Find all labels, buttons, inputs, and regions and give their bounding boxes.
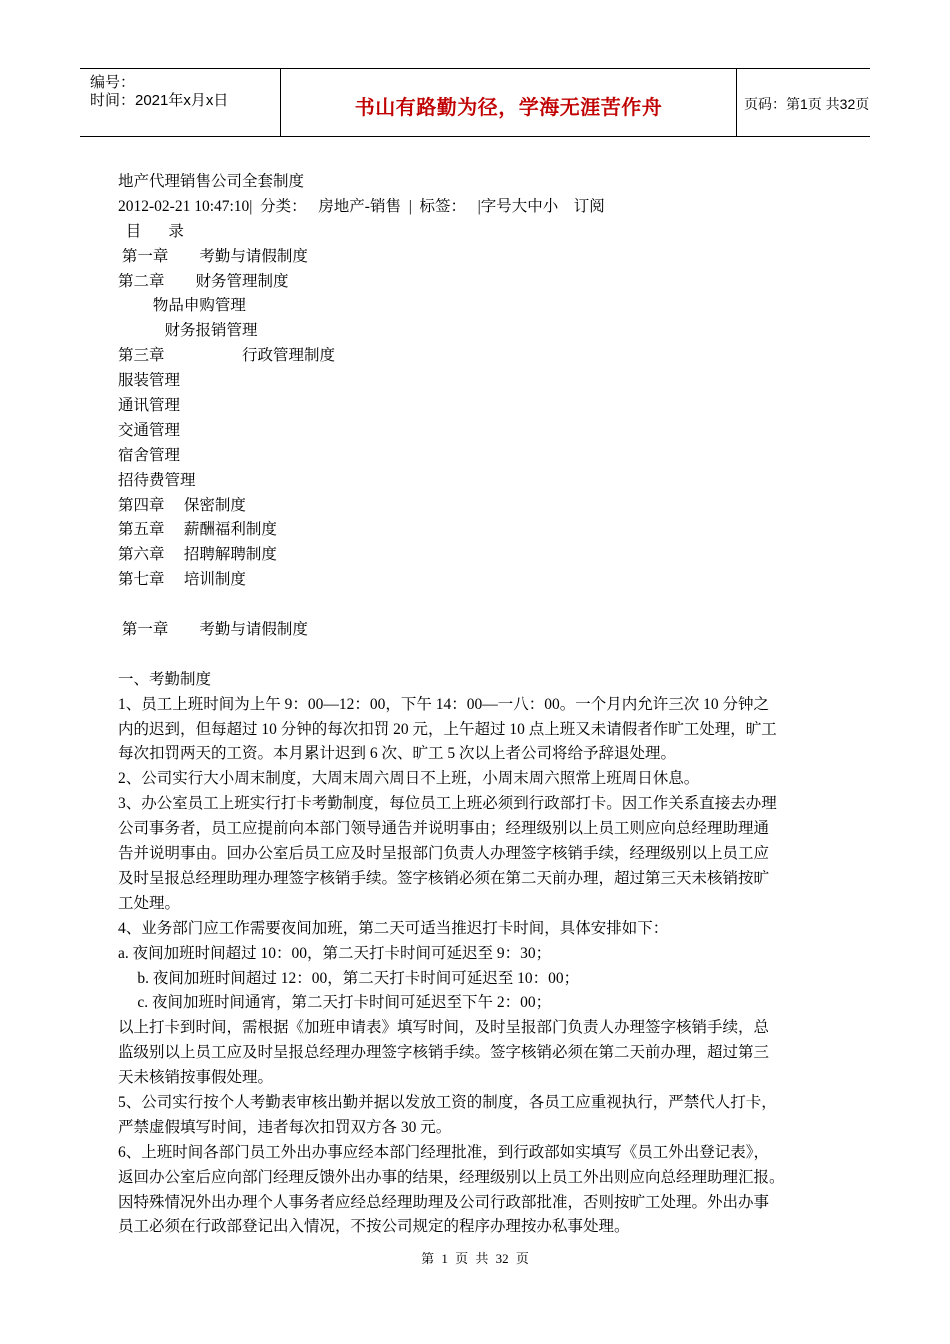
text-line: b. 夜间加班时间超过 12：00，第二天打卡时间可延迟至 10：00； bbox=[118, 969, 580, 987]
text-line: 告并说明事由。回办公室后员工应及时呈报部门负责人办理签字核销手续，经理级别以上员工应 bbox=[118, 845, 770, 863]
spacer bbox=[118, 593, 838, 618]
toc-entry: 物品申购管理 bbox=[118, 297, 246, 315]
toc-entry: 招待费管理 bbox=[118, 471, 196, 489]
toc-entry: 第五章 薪酬福利制度 bbox=[118, 521, 277, 539]
text-line: 严禁虚假填写时间，违者每次扣罚双方各 30 元。 bbox=[118, 1118, 452, 1136]
text-line: 及时呈报总经理助理办理签字核销手续。签字核销必须在第二天前办理，超过第三天未核销按旷 bbox=[118, 869, 770, 887]
chapter-1-text bbox=[118, 668, 838, 1240]
article-meta: 2012-02-21 10:47:10| 分类： 房地产-销售 | 标签： |字号大中小 订阅 bbox=[118, 197, 605, 215]
text-line: 3、办公室员工上班实行打卡考勤制度，每位员工上班必须到行政部打卡。因工作关系直接去办理 bbox=[118, 795, 777, 813]
toc-entry: 第六章 招聘解聘制度 bbox=[118, 546, 277, 564]
document-header bbox=[80, 68, 870, 137]
text-line: 员工必须在行政部登记出入情况，不按公司规定的程序办理按办私事处理。 bbox=[118, 1218, 630, 1236]
text-line: 1、员工上班时间为上午 9：00—12：00，下午 14：00—一八：00。一个月内允许三次 10 分钟之 bbox=[118, 695, 770, 713]
article-title: 地产代理销售公司全套制度 bbox=[118, 173, 305, 190]
toc-entry: 第四章 保密制度 bbox=[118, 496, 246, 514]
toc-entry: 通讯管理 bbox=[118, 397, 181, 415]
time-label: 时间：2021年x月x日 bbox=[90, 92, 229, 109]
page-label: 页码：第1页 共32页 bbox=[744, 96, 870, 112]
text-line: 工处理。 bbox=[118, 894, 181, 912]
toc-entry: 第一章 考勤与请假制度 bbox=[118, 247, 308, 265]
document-body bbox=[118, 170, 838, 1240]
text-line: 一、考勤制度 bbox=[118, 670, 212, 688]
motto-text: 书山有路勤为径，学海无涯苦作舟 bbox=[354, 95, 663, 119]
header-info-cell bbox=[80, 69, 280, 136]
page-footer: 第 1 页 共 32 页 bbox=[421, 1251, 529, 1266]
text-line: a. 夜间加班时间超过 10：00，第二天打卡时间可延迟至 9：30； bbox=[118, 944, 552, 962]
table-of-contents bbox=[118, 245, 838, 593]
toc-entry: 交通管理 bbox=[118, 421, 181, 439]
text-line: 内的迟到，但每超过 10 分钟的每次扣罚 20 元，上午超过 10 点上班又未请假者作旷工处理，旷工 bbox=[118, 720, 777, 738]
chapter-1-heading: 第一章 考勤与请假制度 bbox=[118, 621, 308, 639]
toc-entry: 第七章 培训制度 bbox=[118, 571, 246, 589]
header-page-cell bbox=[736, 69, 870, 136]
toc-entry: 财务报销管理 bbox=[118, 322, 258, 340]
text-line: 监级别以上员工应及时呈报总经理办理签字核销手续。签字核销必须在第二天前办理，超过第三 bbox=[118, 1044, 770, 1062]
text-line: 因特殊情况外出办理个人事务者应经总经理助理及公司行政部批准，否则按旷工处理。外出办事 bbox=[118, 1193, 770, 1211]
text-line: 5、公司实行按个人考勤表审核出勤并据以发放工资的制度，各员工应重视执行，严禁代人打卡， bbox=[118, 1093, 777, 1111]
toc-heading: 目 录 bbox=[118, 222, 184, 240]
toc-entry: 第二章 财务管理制度 bbox=[118, 272, 289, 290]
toc-entry: 第三章 行政管理制度 bbox=[118, 347, 336, 365]
toc-entry: 宿舍管理 bbox=[118, 446, 181, 464]
toc-entry: 服装管理 bbox=[118, 372, 181, 390]
text-line: 每次扣罚两天的工资。本月累计迟到 6 次、旷工 5 次以上者公司将给予辞退处理。 bbox=[118, 745, 677, 763]
header-motto-cell bbox=[280, 69, 737, 136]
text-line: 6、上班时间各部门员工外出办事应经本部门经理批准，到行政部如实填写《员工外出登记表》， bbox=[118, 1143, 770, 1161]
number-label: 编号： bbox=[90, 74, 136, 91]
text-line: 返回办公室后应向部门经理反馈外出办事的结果，经理级别以上员工外出则应向总经理助理汇报。 bbox=[118, 1168, 785, 1186]
text-line: 天未核销按事假处理。 bbox=[118, 1069, 274, 1087]
text-line: c. 夜间加班时间通宵，第二天打卡时间可延迟至下午 2：00； bbox=[118, 994, 552, 1012]
text-line: 公司事务者，员工应提前向本部门领导通告并说明事由；经理级别以上员工则应向总经理助理通 bbox=[118, 820, 770, 838]
text-line: 以上打卡到时间，需根据《加班申请表》填写时间，及时呈报部门负责人办理签字核销手续，总 bbox=[118, 1019, 770, 1037]
text-line: 4、业务部门应工作需要夜间加班，第二天可适当推迟打卡时间，具体安排如下： bbox=[118, 919, 669, 937]
spacer bbox=[118, 643, 838, 668]
text-line: 2、公司实行大小周末制度，大周末周六周日不上班，小周末周六照常上班周日休息。 bbox=[118, 770, 700, 788]
